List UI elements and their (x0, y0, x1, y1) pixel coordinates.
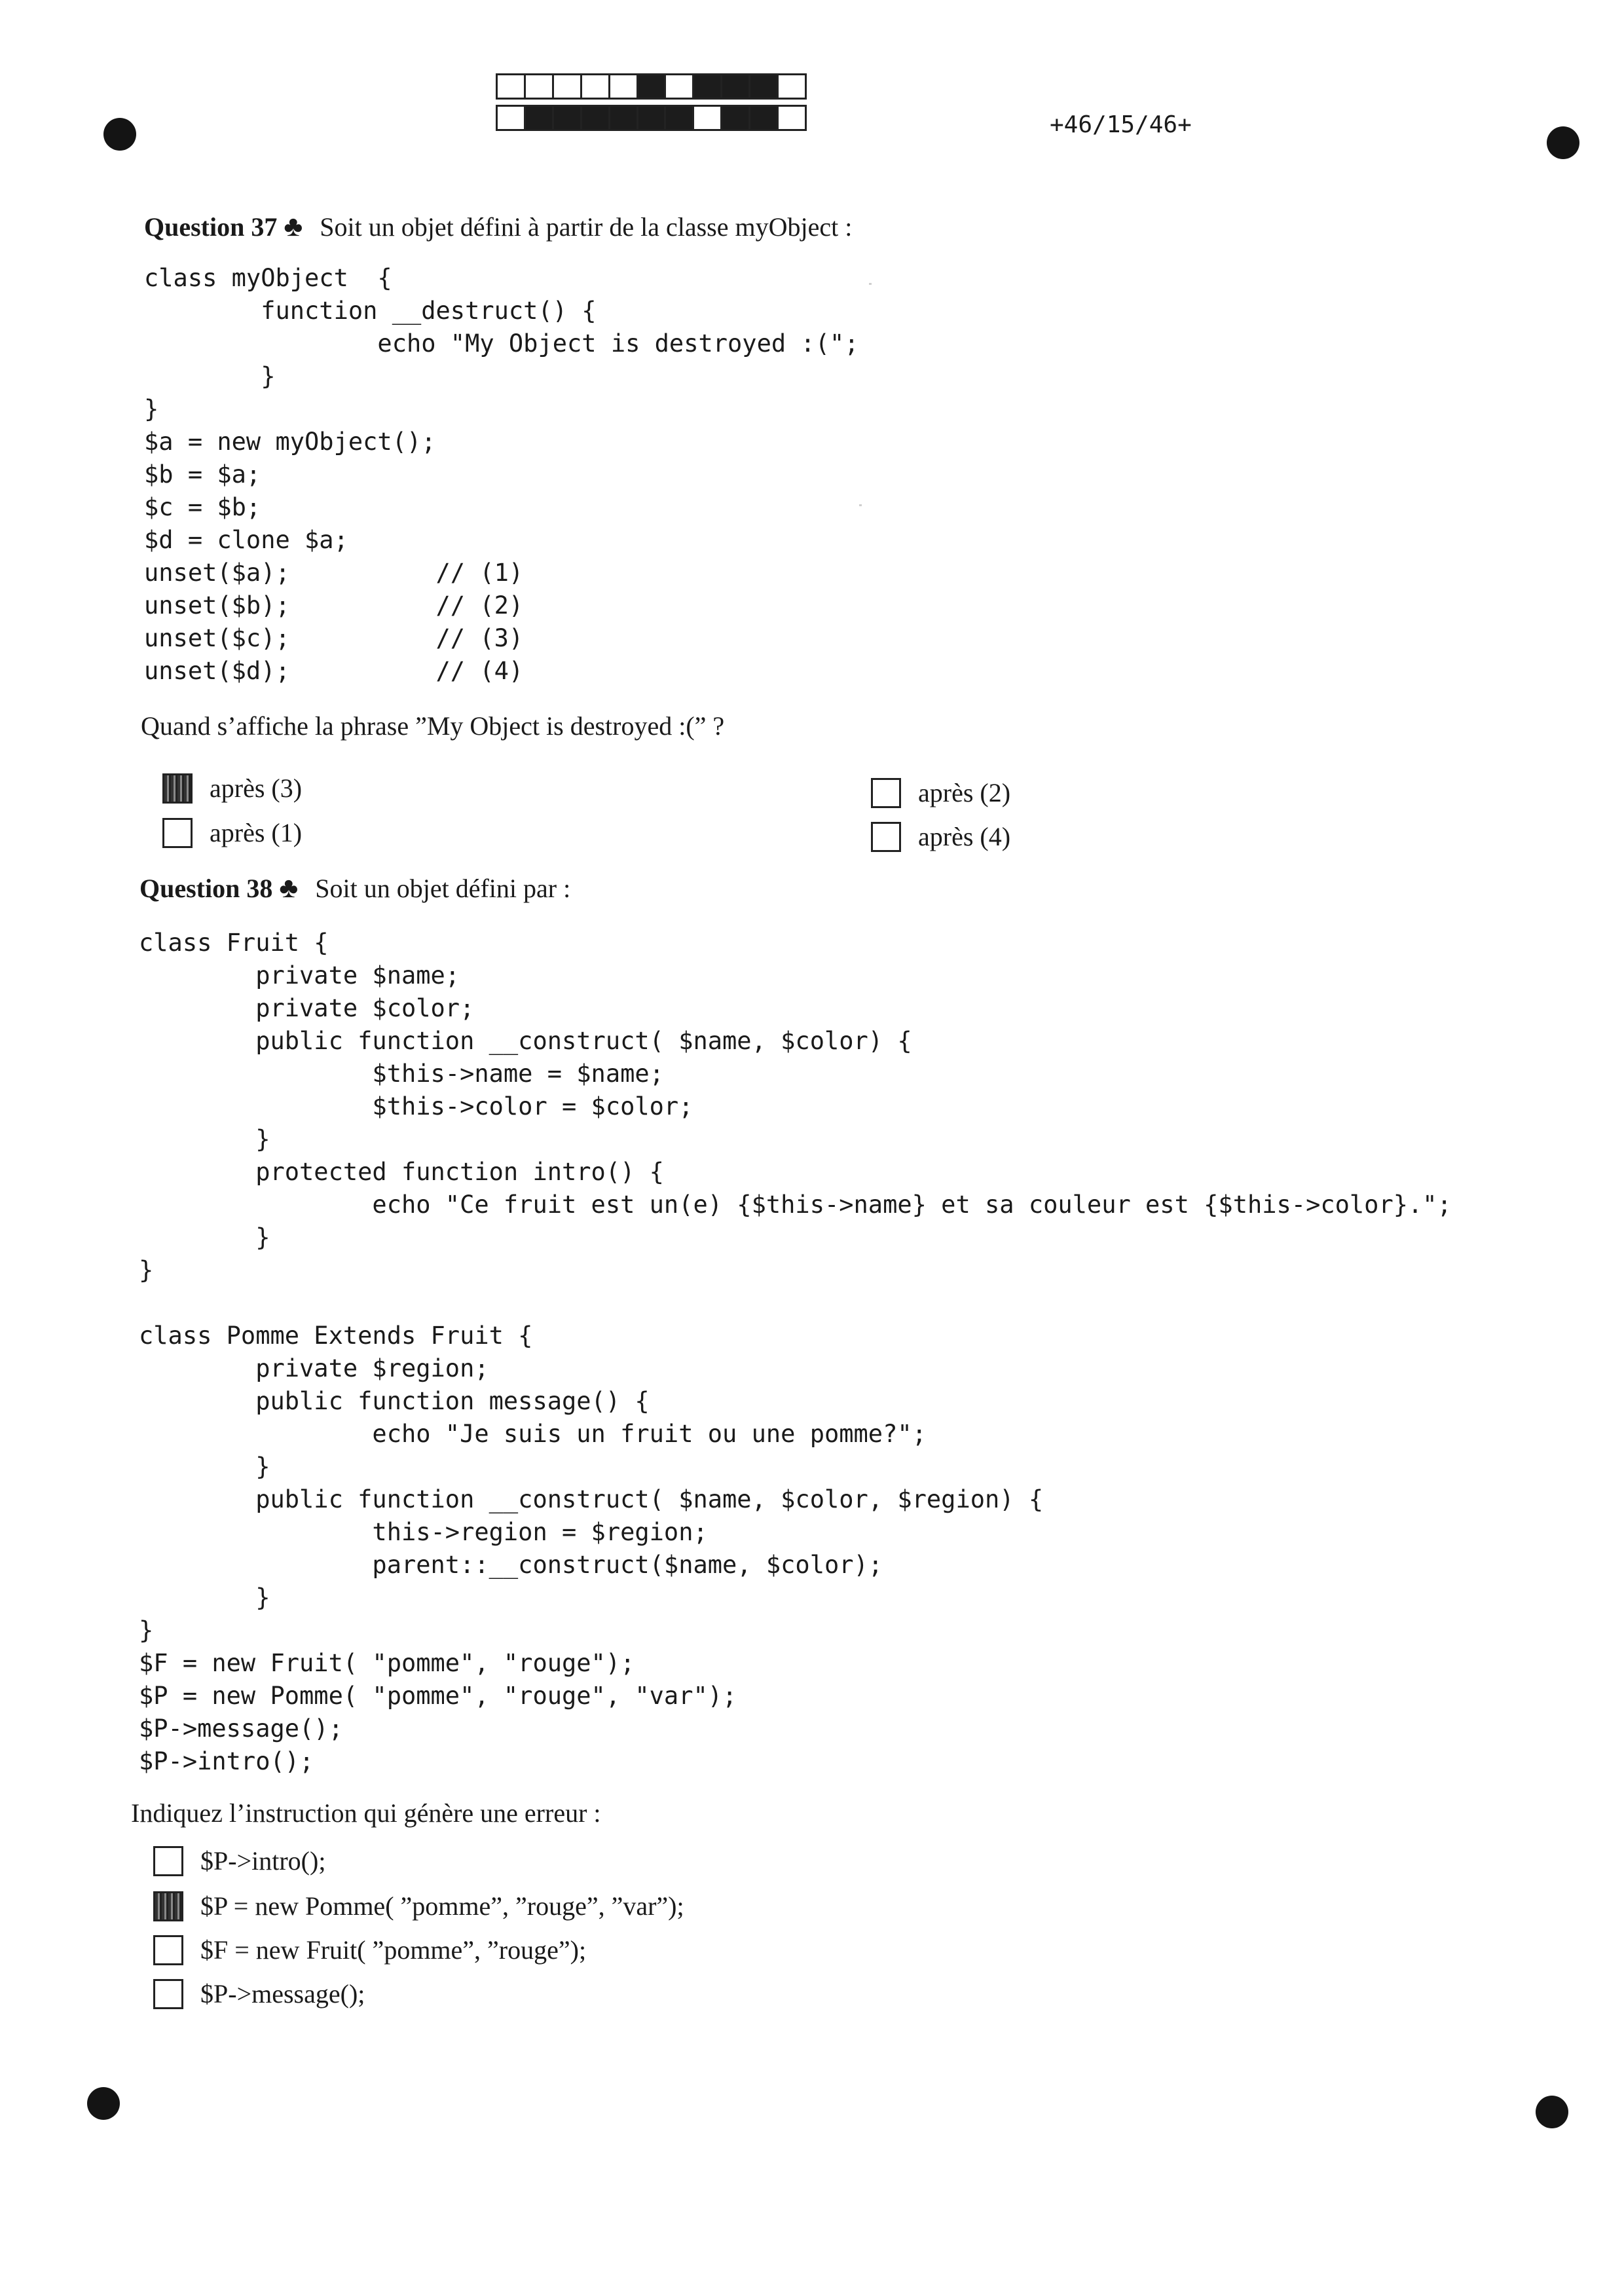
barcode-cell (666, 107, 694, 129)
question-37-label: Question 37 (144, 212, 278, 242)
club-icon: ♣ (279, 872, 299, 904)
checkbox[interactable] (871, 778, 901, 808)
barcode-cell (582, 107, 610, 129)
barcode-cell (750, 107, 779, 129)
barcode-cell (554, 75, 582, 98)
registration-mark-top-left (103, 118, 136, 151)
barcode-cell (610, 75, 638, 98)
barcode-cell (694, 75, 722, 98)
barcode-cell (610, 107, 638, 129)
club-icon: ♣ (284, 210, 303, 242)
q37-choice-apres-2[interactable] (871, 777, 1010, 808)
q37-choice-apres-4[interactable] (871, 821, 1010, 852)
scan-speck (859, 504, 862, 506)
q38-choice-4[interactable] (153, 1978, 365, 2009)
barcode-cell (779, 75, 805, 98)
registration-mark-bottom-right (1536, 2096, 1568, 2128)
barcode-cell (498, 107, 526, 129)
q37-choice-apres-1[interactable] (162, 817, 302, 848)
barcode-cell (638, 75, 667, 98)
scan-speck (869, 283, 872, 285)
barcode-cell (498, 75, 526, 98)
barcode-bottom-row (496, 105, 807, 131)
question-38-prompt: Indiquez l’instruction qui génère une erreur : (131, 1798, 601, 1828)
barcode-cell (526, 75, 554, 98)
choice-label: après (1) (210, 818, 303, 847)
barcode-cell (554, 107, 582, 129)
question-37-prompt: Quand s’affiche la phrase ”My Object is destroyed :(” ? (141, 711, 725, 741)
choice-label: après (3) (210, 773, 303, 803)
registration-mark-top-right (1547, 126, 1579, 159)
checkbox[interactable] (162, 773, 193, 804)
checkbox[interactable] (153, 1891, 183, 1921)
choice-label: $P = new Pomme( ”pomme”, ”rouge”, ”var”); (200, 1891, 684, 1921)
barcode-cell (526, 107, 554, 129)
question-38-label: Question 38 (139, 874, 273, 903)
barcode-cell (722, 75, 750, 98)
barcode-cell (582, 75, 610, 98)
question-37-text: Soit un objet défini à partir de la classe myObject : (320, 212, 853, 242)
barcode-cell (694, 107, 722, 129)
barcode-cell (750, 75, 779, 98)
choice-label: après (4) (918, 822, 1011, 851)
question-37-header (144, 210, 852, 243)
question-38-text: Soit un objet défini par : (315, 874, 571, 903)
barcode-cell (722, 107, 750, 129)
registration-mark-bottom-left (87, 2087, 120, 2120)
checkbox[interactable] (162, 818, 193, 848)
checkbox[interactable] (153, 1979, 183, 2009)
choice-label: $P->intro(); (200, 1846, 326, 1876)
barcode-top-row (496, 73, 807, 100)
q37-choice-apres-3[interactable] (162, 773, 302, 804)
barcode-cell (666, 75, 694, 98)
checkbox[interactable] (153, 1935, 183, 1965)
page-id: +46/15/46+ (1050, 111, 1192, 138)
checkbox[interactable] (153, 1846, 183, 1876)
q38-choice-2[interactable] (153, 1891, 684, 1921)
question-37-code: class myObject { function __destruct() { echo "My Object is destroyed :("; } } $a = new myObject(); $b = $a; $c = $b; $d = clone $a; unset($a); // (1) unset($b); // (2) unset($c); // (3) unset($d); // (4) (144, 264, 859, 685)
choice-label: $P->message(); (200, 1979, 365, 2009)
barcode-cell (779, 107, 805, 129)
question-38-code: class Fruit { private $name; private $color; public function __construct( $name, $color) { $this->name = $name; $this->color = $color; } protected function intro() { echo "Ce fruit est un(e) {$this->name} et sa couleur est {$this->color}."; } } class Pomme Extends Fruit { private $region; public function message() { echo "Je suis un fruit ou une pomme?"; } public function __construct( $name, $color, $region) { this->region = $region; parent::__construct($name, $color); } } $F = new Fruit( "pomme", "rouge"); $P = new Pomme( "pomme", "rouge", "var"); $P->message(); $P->intro(); (139, 929, 1452, 1775)
choice-label: $F = new Fruit( ”pomme”, ”rouge”); (200, 1935, 587, 1965)
question-38-header (139, 871, 570, 904)
q38-choice-1[interactable] (153, 1845, 325, 1876)
barcode-cell (638, 107, 667, 129)
q38-choice-3[interactable] (153, 1935, 586, 1965)
checkbox[interactable] (871, 822, 901, 852)
choice-label: après (2) (918, 778, 1011, 807)
